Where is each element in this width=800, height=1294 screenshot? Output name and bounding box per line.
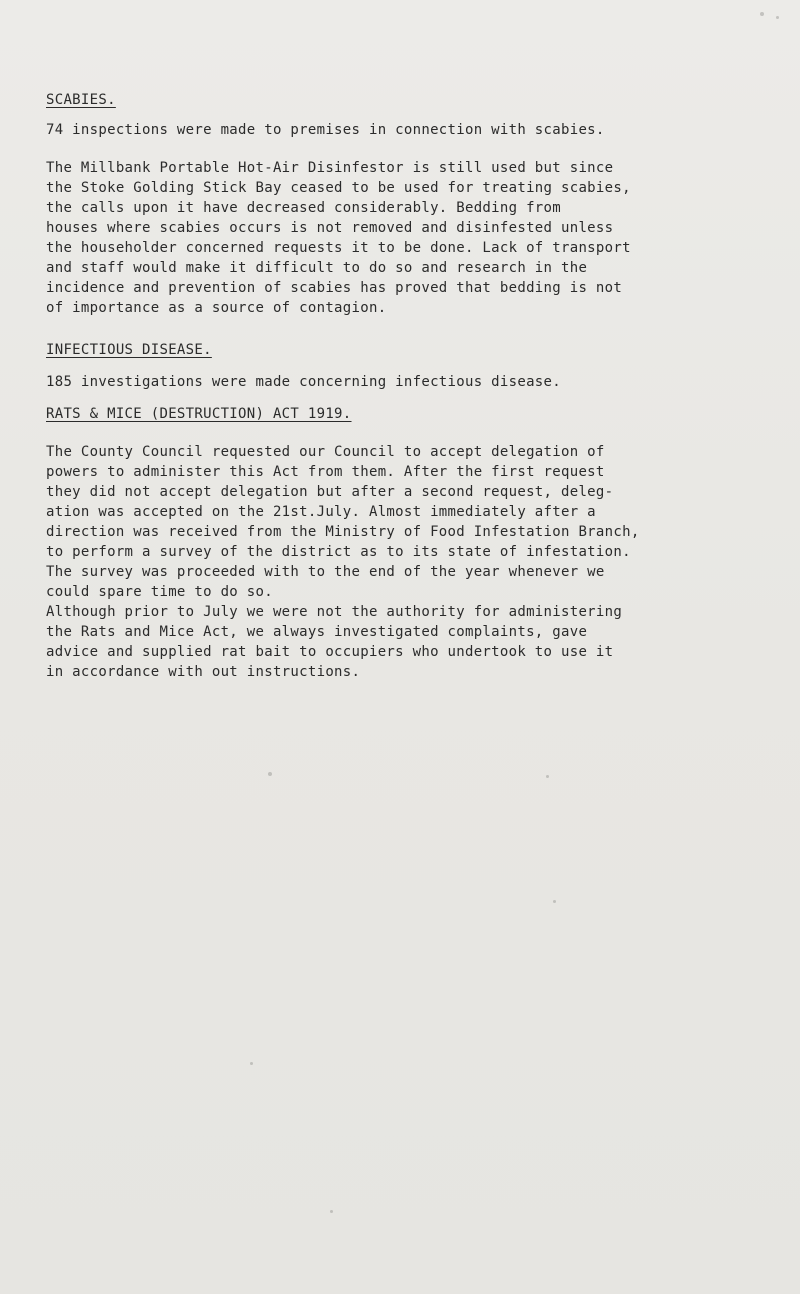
paragraph-line: ation was accepted on the 21st.July. Almost immediately after a bbox=[46, 504, 596, 520]
paragraph-line: could spare time to do so. bbox=[46, 584, 273, 600]
paragraph-line: The survey was proceeded with to the end of the year whenever we bbox=[46, 564, 605, 580]
scan-speck bbox=[760, 12, 764, 16]
scabies-paragraph bbox=[46, 158, 786, 318]
paragraph-line: the Stoke Golding Stick Bay ceased to be used for treating scabies, bbox=[46, 180, 631, 196]
scan-speck bbox=[546, 775, 549, 778]
infectious-heading: INFECTIOUS DISEASE. bbox=[46, 342, 212, 358]
rats-heading: RATS & MICE (DESTRUCTION) ACT 1919. bbox=[46, 406, 352, 422]
paragraph-line: they did not accept delegation but after a second request, deleg- bbox=[46, 484, 614, 500]
paragraph-line: in accordance with out instructions. bbox=[46, 664, 361, 680]
paragraph-line: direction was received from the Ministry of Food Infestation Branch, bbox=[46, 524, 640, 540]
paragraph-line: the householder concerned requests it to be done. Lack of transport bbox=[46, 240, 631, 256]
paragraph-line: powers to administer this Act from them. After the first request bbox=[46, 464, 605, 480]
paragraph-line: incidence and prevention of scabies has proved that bedding is not bbox=[46, 280, 623, 296]
paragraph-line: The Millbank Portable Hot-Air Disinfestor is still used but since bbox=[46, 160, 614, 176]
scan-speck bbox=[553, 900, 556, 903]
infectious-text: 185 investigations were made concerning infectious disease. bbox=[46, 374, 561, 390]
paragraph-line: the Rats and Mice Act, we always investigated complaints, gave bbox=[46, 624, 588, 640]
scan-speck bbox=[268, 772, 272, 776]
scabies-intro: 74 inspections were made to premises in connection with scabies. bbox=[46, 122, 605, 138]
paragraph-line: advice and supplied rat bait to occupiers who undertook to use it bbox=[46, 644, 614, 660]
scan-speck bbox=[250, 1062, 253, 1065]
scan-speck bbox=[776, 16, 779, 19]
paragraph-line: Although prior to July we were not the authority for administering bbox=[46, 604, 623, 620]
scan-speck bbox=[330, 1210, 333, 1213]
scabies-heading: SCABIES. bbox=[46, 92, 116, 108]
paragraph-line: to perform a survey of the district as to its state of infestation. bbox=[46, 544, 631, 560]
paragraph-line: the calls upon it have decreased considerably. Bedding from bbox=[46, 200, 561, 216]
paragraph-line: and staff would make it difficult to do so and research in the bbox=[46, 260, 588, 276]
rats-paragraph bbox=[46, 442, 786, 682]
paragraph-line: The County Council requested our Council to accept delegation of bbox=[46, 444, 605, 460]
paragraph-line: houses where scabies occurs is not removed and disinfested unless bbox=[46, 220, 614, 236]
paragraph-line: of importance as a source of contagion. bbox=[46, 300, 387, 316]
